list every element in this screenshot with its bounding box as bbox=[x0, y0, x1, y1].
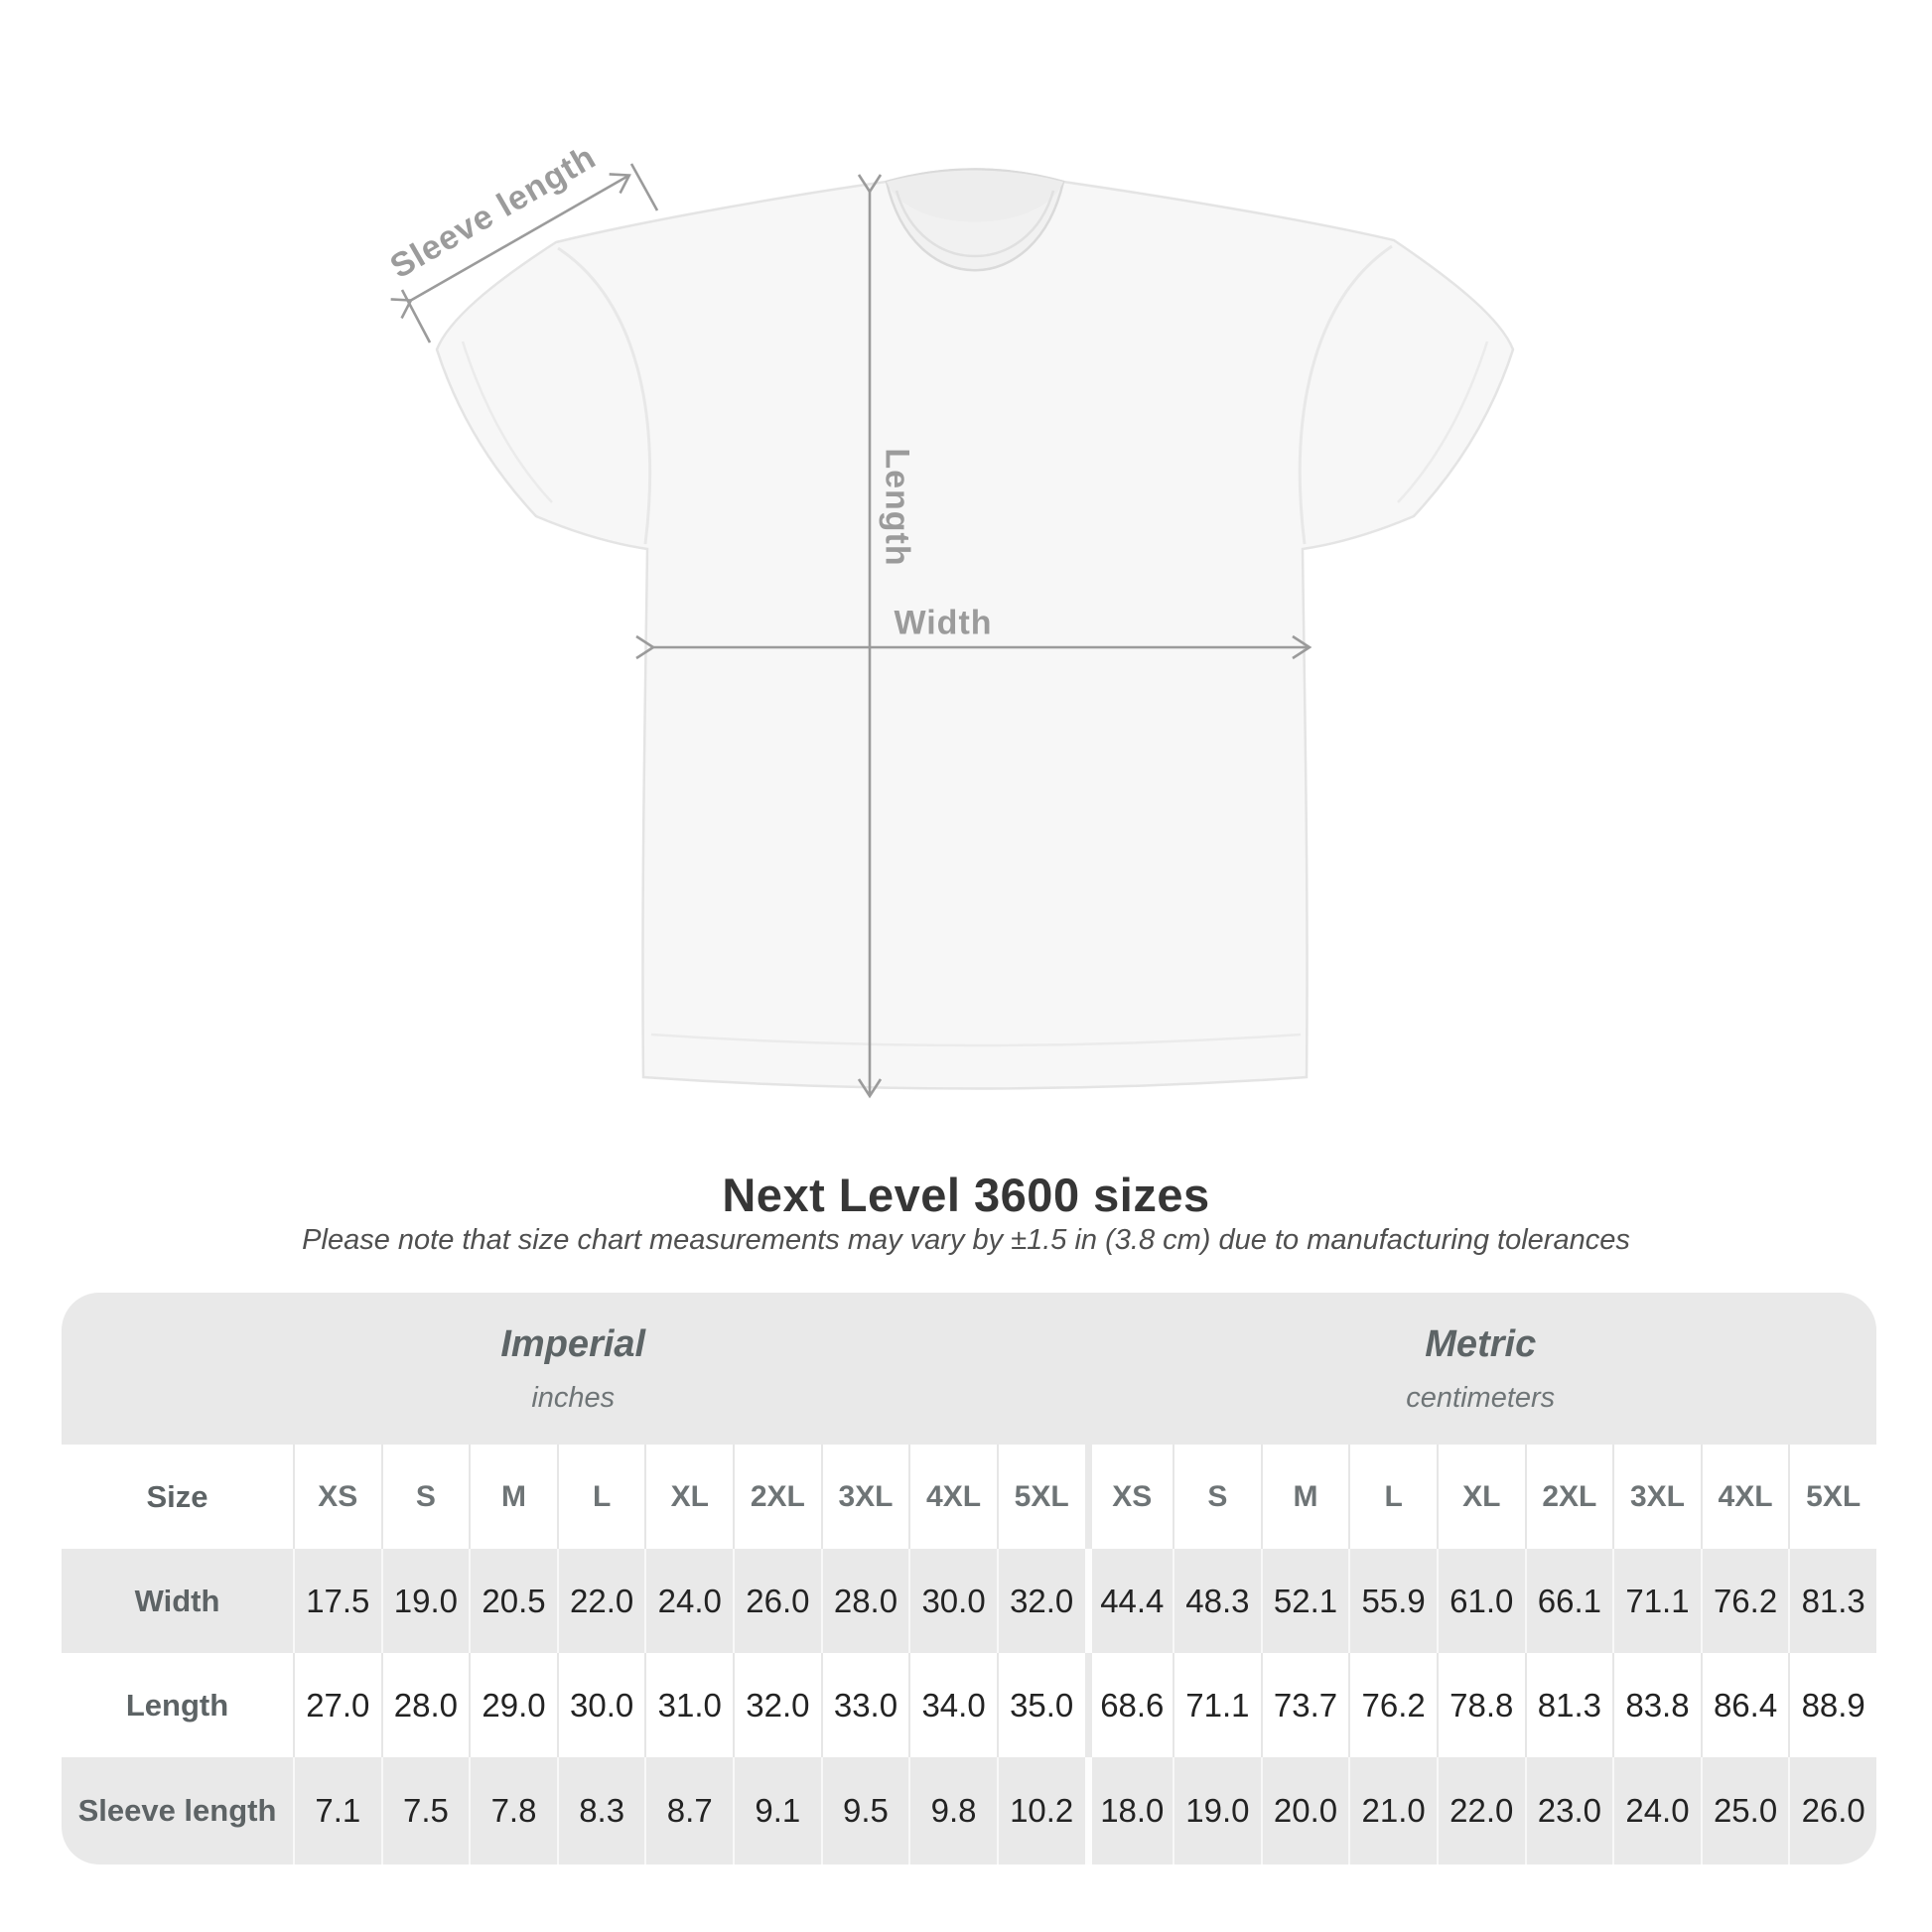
size-row-label: Size bbox=[62, 1445, 293, 1549]
length-label: Length bbox=[878, 448, 916, 567]
size-row-metric-cell: 3XL bbox=[1612, 1445, 1701, 1549]
size-row-metric-cell: S bbox=[1173, 1445, 1261, 1549]
length-row-metric-cell: 78.8 bbox=[1437, 1653, 1525, 1757]
sleeve-length-row-metric-cell: 25.0 bbox=[1701, 1757, 1789, 1864]
metric-title: Metric bbox=[1425, 1322, 1537, 1365]
imperial-title: Imperial bbox=[500, 1322, 646, 1365]
length-row-metric-cell: 68.6 bbox=[1085, 1653, 1173, 1757]
width-row-metric-cell: 55.9 bbox=[1348, 1549, 1437, 1653]
length-row-metric-cell: 71.1 bbox=[1173, 1653, 1261, 1757]
sleeve-length-row-label: Sleeve length bbox=[62, 1757, 293, 1864]
length-row-imperial-cell: 35.0 bbox=[997, 1653, 1085, 1757]
size-row-imperial-cell: XL bbox=[644, 1445, 733, 1549]
sleeve-length-row-imperial-cell: 7.5 bbox=[381, 1757, 470, 1864]
length-row-imperial-cell: 29.0 bbox=[469, 1653, 557, 1757]
width-row-imperial-cell: 26.0 bbox=[733, 1549, 821, 1653]
width-row-imperial-cell: 24.0 bbox=[644, 1549, 733, 1653]
width-row-imperial-cell: 28.0 bbox=[821, 1549, 909, 1653]
length-row-imperial-cell: 28.0 bbox=[381, 1653, 470, 1757]
length-row-imperial-cell: 27.0 bbox=[293, 1653, 381, 1757]
length-row-metric-cell: 86.4 bbox=[1701, 1653, 1789, 1757]
sleeve-length-row-metric-cell: 26.0 bbox=[1788, 1757, 1876, 1864]
length-row-label: Length bbox=[62, 1653, 293, 1757]
size-row-imperial-cell: L bbox=[557, 1445, 645, 1549]
length-row-imperial-cell: 34.0 bbox=[908, 1653, 997, 1757]
sleeve-length-row-imperial-cell: 7.8 bbox=[469, 1757, 557, 1864]
width-row-label: Width bbox=[62, 1549, 293, 1653]
width-row-imperial-cell: 22.0 bbox=[557, 1549, 645, 1653]
length-row-metric-cell: 76.2 bbox=[1348, 1653, 1437, 1757]
sleeve-length-row-metric-cell: 18.0 bbox=[1085, 1757, 1173, 1864]
width-row-metric-cell: 71.1 bbox=[1612, 1549, 1701, 1653]
width-row-metric-cell: 52.1 bbox=[1261, 1549, 1349, 1653]
width-row-imperial-cell: 17.5 bbox=[293, 1549, 381, 1653]
size-row-metric-cell: L bbox=[1348, 1445, 1437, 1549]
width-row-metric-cell: 66.1 bbox=[1525, 1549, 1613, 1653]
size-row-imperial-cell: XS bbox=[293, 1445, 381, 1549]
width-row-imperial-cell: 19.0 bbox=[381, 1549, 470, 1653]
sleeve-length-row-imperial-cell: 8.3 bbox=[557, 1757, 645, 1864]
sleeve-length-row-imperial-cell: 7.1 bbox=[293, 1757, 381, 1864]
sleeve-length-row-imperial-cell: 9.1 bbox=[733, 1757, 821, 1864]
tolerance-note: Please note that size chart measurements may vary by ±1.5 in (3.8 cm) due to manufacturing tolerances bbox=[302, 1224, 1630, 1256]
length-row-metric-cell: 73.7 bbox=[1261, 1653, 1349, 1757]
width-row-metric-cell: 81.3 bbox=[1788, 1549, 1876, 1653]
width-row-metric-cell: 61.0 bbox=[1437, 1549, 1525, 1653]
imperial-unit-header bbox=[62, 1293, 1085, 1445]
width-row-metric-cell: 48.3 bbox=[1173, 1549, 1261, 1653]
size-row-metric-cell: XL bbox=[1437, 1445, 1525, 1549]
size-table bbox=[62, 1293, 1876, 1864]
size-row-metric-cell: M bbox=[1261, 1445, 1349, 1549]
sleeve-length-row-metric-cell: 22.0 bbox=[1437, 1757, 1525, 1864]
sleeve-length-row-imperial-cell: 9.5 bbox=[821, 1757, 909, 1864]
size-row-metric-cell: 4XL bbox=[1701, 1445, 1789, 1549]
sleeve-length-label: Sleeve length bbox=[383, 138, 603, 287]
sleeve-length-row-metric-cell: 20.0 bbox=[1261, 1757, 1349, 1864]
imperial-unit: inches bbox=[531, 1381, 616, 1414]
size-row-imperial-cell: M bbox=[469, 1445, 557, 1549]
width-label: Width bbox=[894, 604, 993, 642]
page-title: Next Level 3600 sizes bbox=[722, 1169, 1210, 1221]
sleeve-length-row-metric-cell: 21.0 bbox=[1348, 1757, 1437, 1864]
width-row-imperial-cell: 32.0 bbox=[997, 1549, 1085, 1653]
width-row-imperial-cell: 30.0 bbox=[908, 1549, 997, 1653]
size-row-imperial-cell: S bbox=[381, 1445, 470, 1549]
length-row-imperial-cell: 33.0 bbox=[821, 1653, 909, 1757]
sleeve-length-row-metric-cell: 24.0 bbox=[1612, 1757, 1701, 1864]
metric-unit-header bbox=[1085, 1293, 1877, 1445]
sleeve-length-row-metric-cell: 23.0 bbox=[1525, 1757, 1613, 1864]
length-row-metric-cell: 81.3 bbox=[1525, 1653, 1613, 1757]
sleeve-length-row-metric-cell: 19.0 bbox=[1173, 1757, 1261, 1864]
width-row-metric-cell: 44.4 bbox=[1085, 1549, 1173, 1653]
size-row-metric-cell: 2XL bbox=[1525, 1445, 1613, 1549]
length-row-imperial-cell: 31.0 bbox=[644, 1653, 733, 1757]
size-row-metric-cell: XS bbox=[1085, 1445, 1173, 1549]
length-row-imperial-cell: 30.0 bbox=[557, 1653, 645, 1757]
sleeve-length-row-imperial-cell: 9.8 bbox=[908, 1757, 997, 1864]
length-row-metric-cell: 83.8 bbox=[1612, 1653, 1701, 1757]
width-row-metric-cell: 76.2 bbox=[1701, 1549, 1789, 1653]
sleeve-length-row-imperial-cell: 10.2 bbox=[997, 1757, 1085, 1864]
size-row-imperial-cell: 2XL bbox=[733, 1445, 821, 1549]
metric-unit: centimeters bbox=[1406, 1381, 1556, 1414]
width-row-imperial-cell: 20.5 bbox=[469, 1549, 557, 1653]
size-row-imperial-cell: 4XL bbox=[908, 1445, 997, 1549]
size-row-metric-cell: 5XL bbox=[1788, 1445, 1876, 1549]
length-row-imperial-cell: 32.0 bbox=[733, 1653, 821, 1757]
size-row-imperial-cell: 3XL bbox=[821, 1445, 909, 1549]
size-row-imperial-cell: 5XL bbox=[997, 1445, 1085, 1549]
sleeve-length-row-imperial-cell: 8.7 bbox=[644, 1757, 733, 1864]
length-row-metric-cell: 88.9 bbox=[1788, 1653, 1876, 1757]
